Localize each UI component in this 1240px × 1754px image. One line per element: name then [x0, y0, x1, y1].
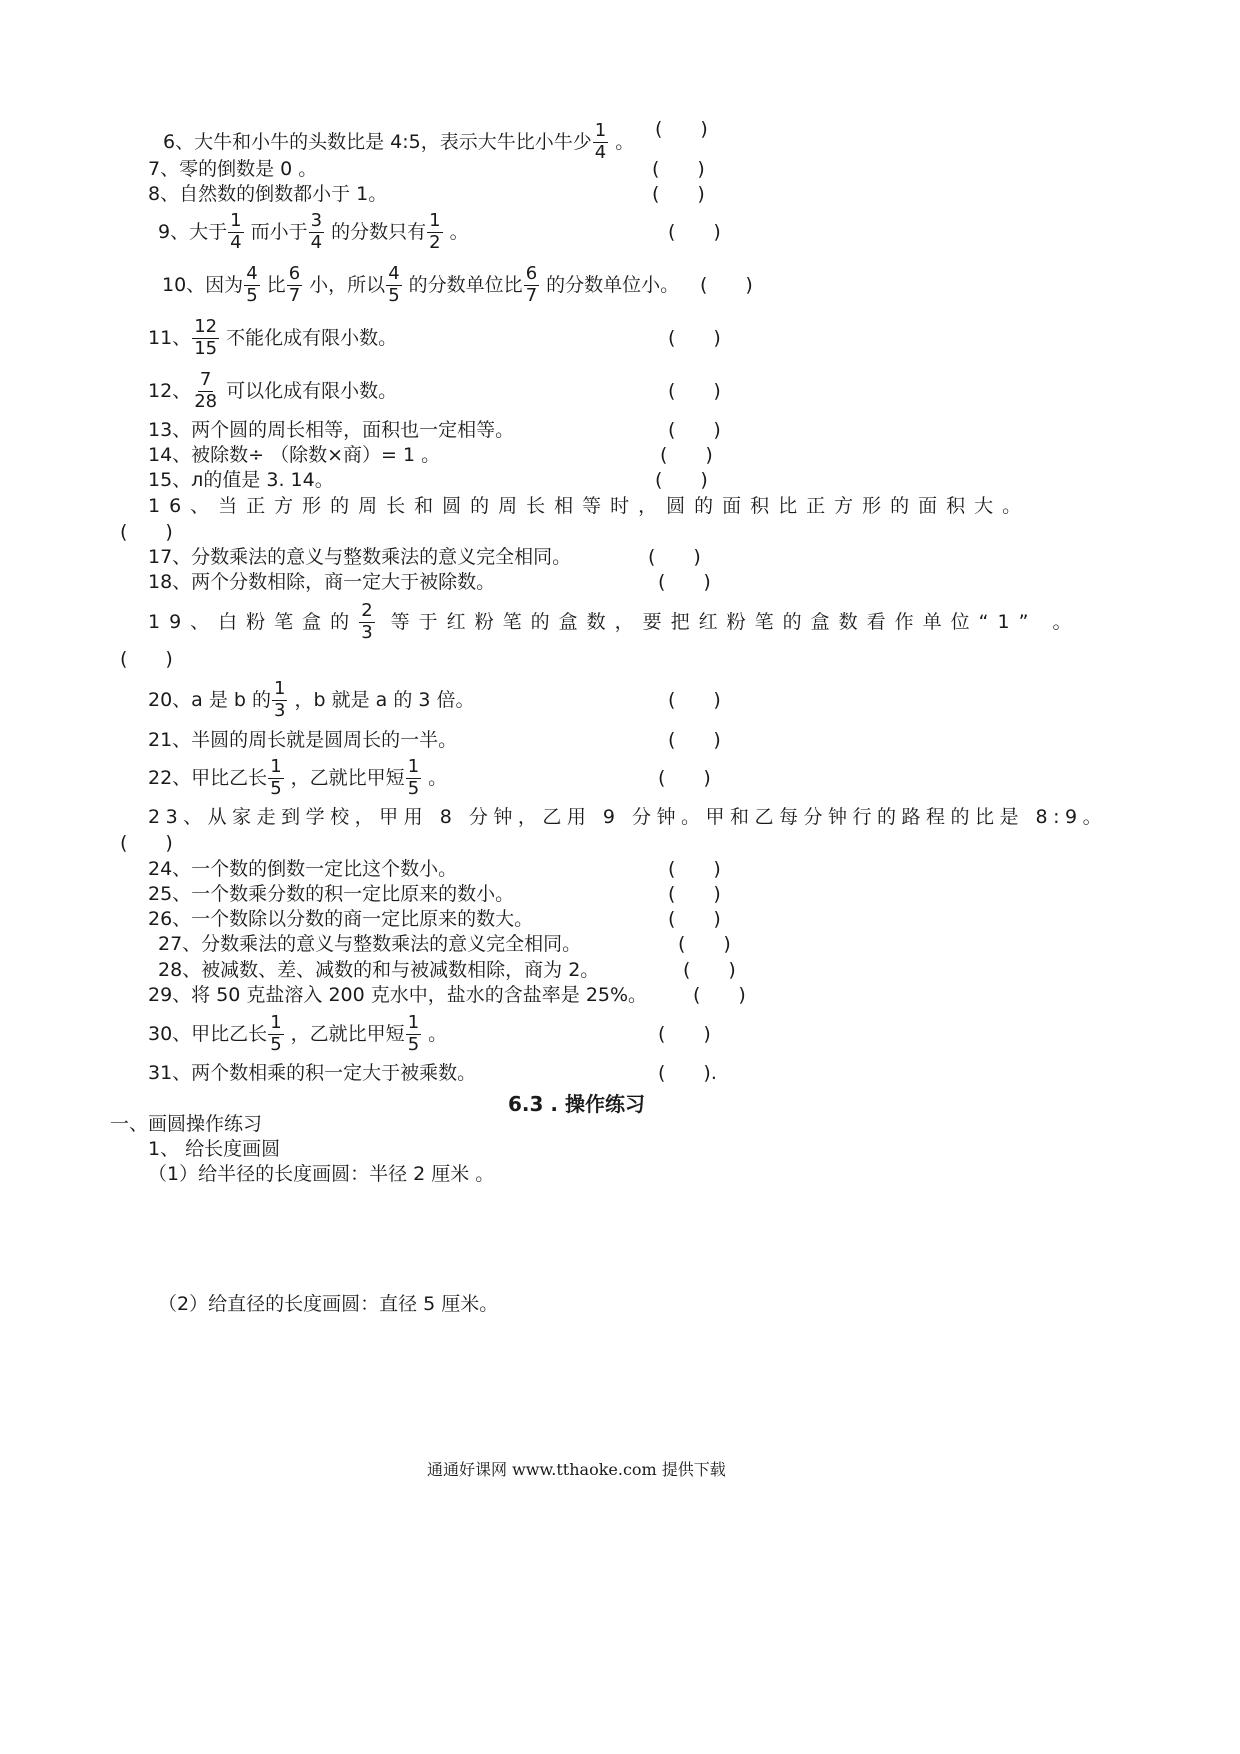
question-9: 9、大于 $\frac{1}{4}$ 而小于 $\frac{3}{4}$ 的分数只有 $\frac{1}{2}$ 。 — [158, 210, 469, 253]
question-29: 29、将 50 克盐溶入 200 克水中，盐水的含盐率是 25%。 — [148, 984, 648, 1006]
fraction: $\frac{6}{7}$ — [525, 263, 538, 306]
question-14: 14、被除数÷ （除数×商）= 1 。 — [148, 444, 441, 466]
answer-bracket-16[interactable]: ( ) — [120, 521, 173, 543]
section-heading: 6.3 . 操作练习 — [508, 1092, 645, 1116]
question-7: 7、零的倒数是 0 。 — [148, 158, 318, 180]
question-12: 12、 $\frac{7}{28}$ 可以化成有限小数。 — [148, 369, 398, 412]
fraction: $\frac{12}{15}$ — [194, 316, 218, 359]
question-13: 13、两个圆的周长相等，面积也一定相等。 — [148, 419, 515, 441]
fraction: $\frac{1}{4}$ — [594, 120, 607, 163]
question-24: 24、一个数的倒数一定比这个数小。 — [148, 858, 458, 880]
question-15: 15、л的值是 3. 14。 — [148, 469, 334, 491]
answer-bracket-23[interactable]: ( ) — [120, 832, 173, 854]
answer-bracket-22[interactable]: ( ) — [658, 767, 711, 789]
part-title: 一、画圆操作练习 — [110, 1113, 263, 1135]
fraction: $\frac{2}{3}$ — [361, 600, 373, 643]
answer-bracket-19[interactable]: ( ) — [120, 648, 173, 670]
answer-bracket-30[interactable]: ( ) — [658, 1023, 711, 1045]
answer-bracket-14[interactable]: ( ) — [660, 444, 713, 466]
answer-bracket-9[interactable]: ( ) — [668, 221, 721, 243]
answer-bracket-8[interactable]: ( ) — [652, 183, 705, 205]
fraction: $\frac{1}{5}$ — [270, 1012, 282, 1055]
question-26: 26、一个数除以分数的商一定比原来的数大。 — [148, 908, 534, 930]
question-21: 21、半圆的周长就是圆周长的一半。 — [148, 729, 458, 751]
answer-bracket-15[interactable]: ( ) — [655, 469, 708, 491]
fraction: $\frac{1}{3}$ — [274, 678, 286, 721]
answer-bracket-27[interactable]: ( ) — [678, 933, 731, 955]
answer-bracket-10[interactable]: ( ) — [700, 274, 753, 296]
answer-bracket-28[interactable]: ( ) — [683, 959, 736, 981]
question-28: 28、被减数、差、减数的和与被减数相除，商为 2。 — [158, 959, 600, 981]
fraction: $\frac{1}{2}$ — [429, 210, 441, 253]
question-10: 10、因为 $\frac{4}{5}$ 比 $\frac{6}{7}$ 小，所以 $\frac{4}{5}$ 的分数单位比 $\frac{6}{7}$ 的分数单位小。 — [162, 263, 680, 306]
question-31: 31、两个数相乘的积一定大于被乘数。 — [148, 1062, 477, 1084]
question-22: 22、甲比乙长 $\frac{1}{5}$ ，乙就比甲短 $\frac{1}{5}$ 。 — [148, 756, 448, 799]
question-20: 20、a 是 b 的 $\frac{1}{3}$ ，b 就是 a 的 3 倍。 — [148, 678, 475, 721]
answer-bracket-26[interactable]: ( ) — [668, 908, 721, 930]
question-30: 30、甲比乙长 $\frac{1}{5}$ ，乙就比甲短 $\frac{1}{5}$ 。 — [148, 1012, 448, 1055]
answer-bracket-24[interactable]: ( ) — [668, 858, 721, 880]
answer-bracket-25[interactable]: ( ) — [668, 883, 721, 905]
fraction: $\frac{1}{5}$ — [407, 1012, 420, 1055]
question-6-text: 6、大牛和小牛的头数比是 4:5，表示大牛比小牛少 — [163, 130, 592, 153]
fraction: $\frac{1}{4}$ — [230, 210, 242, 253]
fraction: $\frac{6}{7}$ — [288, 263, 301, 306]
question-17: 17、分数乘法的意义与整数乘法的意义完全相同。 — [148, 546, 572, 568]
answer-bracket-11[interactable]: ( ) — [668, 327, 721, 349]
fraction: $\frac{4}{5}$ — [246, 263, 258, 306]
fraction: $\frac{3}{4}$ — [310, 210, 323, 253]
question-27: 27、分数乘法的意义与整数乘法的意义完全相同。 — [158, 933, 582, 955]
answer-bracket-12[interactable]: ( ) — [668, 380, 721, 402]
task-diameter-circle: （2）给直径的长度画圆：直径 5 厘米。 — [158, 1293, 499, 1315]
answer-bracket-29[interactable]: ( ) — [693, 984, 746, 1006]
answer-bracket-17[interactable]: ( ) — [648, 546, 701, 568]
question-19: 19、白粉笔盒的 $\frac{2}{3}$ 等于红粉笔的盒数，要把红粉笔的盒数看作单位“1” 。 — [148, 600, 1081, 643]
question-6: 6、大牛和小牛的头数比是 4:5，表示大牛比小牛少 $\frac{1}{4}$ 。 — [163, 120, 635, 163]
question-23: 23、从家走到学校，甲用 8 分钟，乙用 9 分钟。甲和乙每分钟行的路程的比是 8:9。 — [148, 806, 1108, 828]
question-11: 11、 $\frac{12}{15}$ 不能化成有限小数。 — [148, 316, 398, 359]
answer-bracket-18[interactable]: ( ) — [658, 571, 711, 593]
fraction: $\frac{7}{28}$ — [194, 369, 218, 412]
answer-bracket-7[interactable]: ( ) — [652, 158, 705, 180]
fraction: $\frac{1}{5}$ — [407, 756, 420, 799]
answer-bracket-31[interactable]: ( ). — [658, 1062, 717, 1084]
footer-note: 通通好课网 www.tthaoke.com 提供下载 — [427, 1460, 726, 1479]
question-25: 25、一个数乘分数的积一定比原来的数小。 — [148, 883, 515, 905]
task-radius-circle: （1）给半径的长度画圆：半径 2 厘米 。 — [148, 1163, 495, 1185]
question-18: 18、两个分数相除，商一定大于被除数。 — [148, 571, 496, 593]
question-16: 16、当正方形的周长和圆的周长相等时，圆的面积比正方形的面积大。 — [148, 495, 1031, 517]
answer-bracket-20[interactable]: ( ) — [668, 689, 721, 711]
fraction: $\frac{4}{5}$ — [388, 263, 400, 306]
answer-bracket-21[interactable]: ( ) — [668, 729, 721, 751]
question-8: 8、自然数的倒数都小于 1。 — [148, 183, 388, 205]
subsection-title: 1、 给长度画圆 — [148, 1138, 281, 1160]
answer-bracket-6[interactable]: ( ) — [655, 118, 708, 140]
fraction: $\frac{1}{5}$ — [270, 756, 282, 799]
answer-bracket-13[interactable]: ( ) — [668, 419, 721, 441]
